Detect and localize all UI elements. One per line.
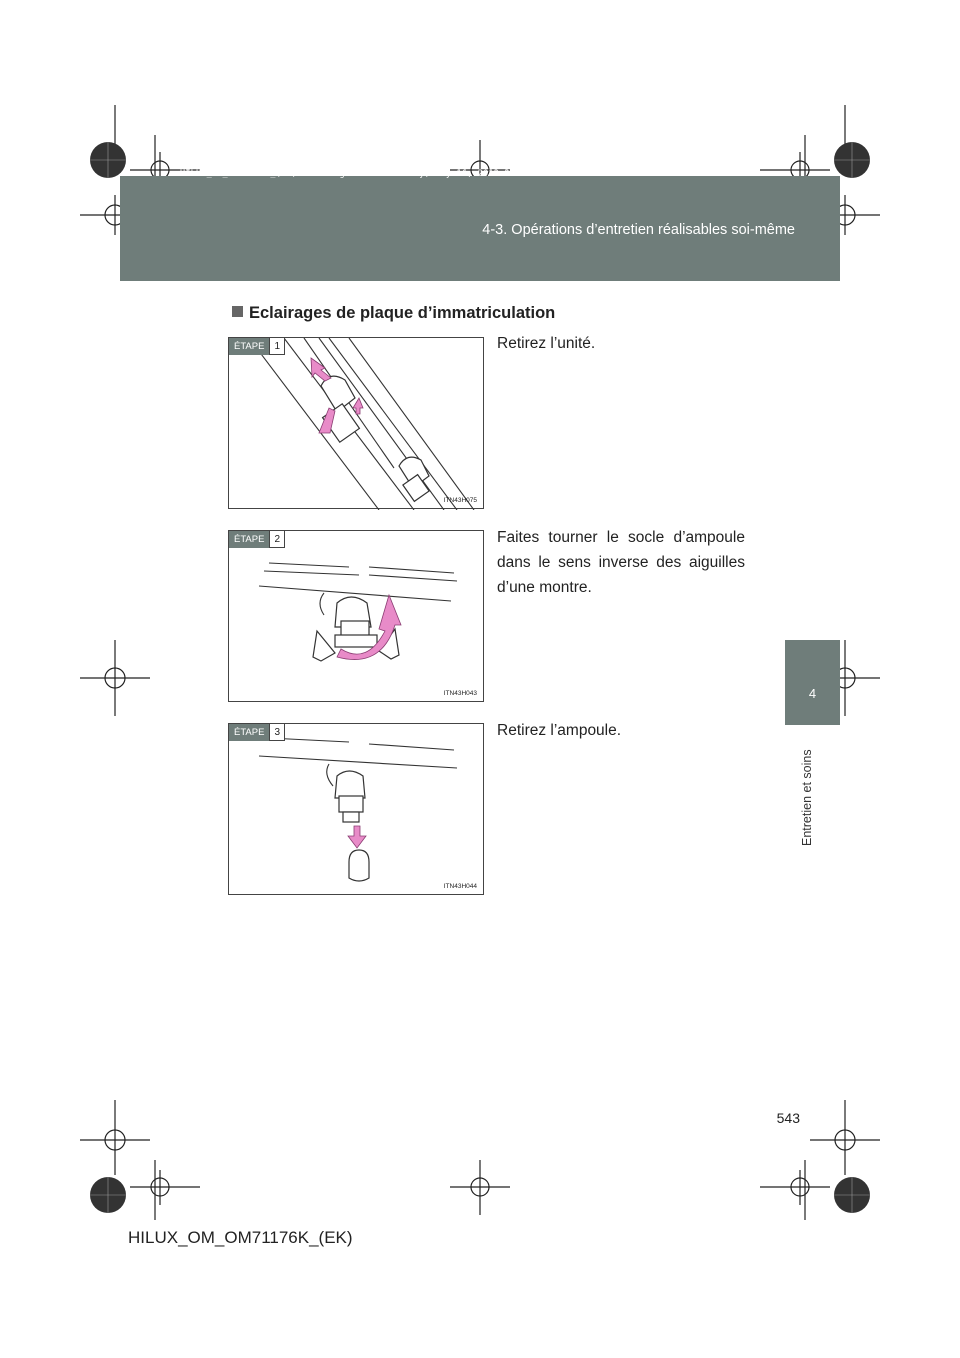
bulb-socket-rotation-illustration — [229, 531, 485, 703]
step-badge-label: ÉTAPE — [229, 531, 269, 548]
step-3-figure — [228, 723, 484, 895]
section-heading-text: Eclairages de plaque d’immatriculation — [249, 304, 556, 322]
figure-code: ITN43H043 — [443, 690, 477, 697]
square-bullet-icon — [232, 306, 243, 317]
chapter-tab — [785, 640, 840, 725]
figure-code: ITN43H044 — [443, 883, 477, 890]
step-badge-number: 2 — [269, 531, 285, 548]
step-3-text: Retirez l’ampoule. — [497, 722, 622, 739]
step-2-text: Faites tourner le socle d’ampoule dans le sens inverse des aiguilles d’une montre. — [497, 529, 745, 596]
step-2-badge — [229, 531, 285, 548]
bulb-removal-illustration — [229, 724, 485, 896]
down-arrow-icon — [348, 826, 366, 848]
license-lamp-unit-illustration — [229, 338, 485, 510]
step-badge-number: 3 — [269, 724, 285, 741]
chapter-tab-label — [800, 740, 820, 850]
book-stamp: HILUX_OM_OM71176K_(EK).book Page 543 Wednesday, May 16, 2012 2:32 PM — [180, 169, 542, 179]
step-1-text: Retirez l’unité. — [497, 335, 596, 352]
chapter-tab-number: 4 — [808, 686, 817, 701]
step-1-badge — [229, 338, 285, 355]
step-2-figure — [228, 530, 484, 702]
chapter-tab-label-text: Entretien et soins — [800, 749, 814, 846]
document-code: HILUX_OM_OM71176K_(EK) — [128, 1228, 353, 1247]
step-badge-label: ÉTAPE — [229, 724, 269, 741]
figure-code: ITN43H075 — [443, 497, 477, 504]
step-badge-label: ÉTAPE — [229, 338, 269, 355]
chapter-section-title: 4-3. Opérations d’entretien réalisables soi-même — [482, 222, 795, 238]
step-1-figure — [228, 337, 484, 509]
section-heading — [232, 304, 555, 323]
page-number: 543 — [776, 1110, 800, 1126]
step-3-badge — [229, 724, 285, 741]
step-badge-number: 1 — [269, 338, 285, 355]
